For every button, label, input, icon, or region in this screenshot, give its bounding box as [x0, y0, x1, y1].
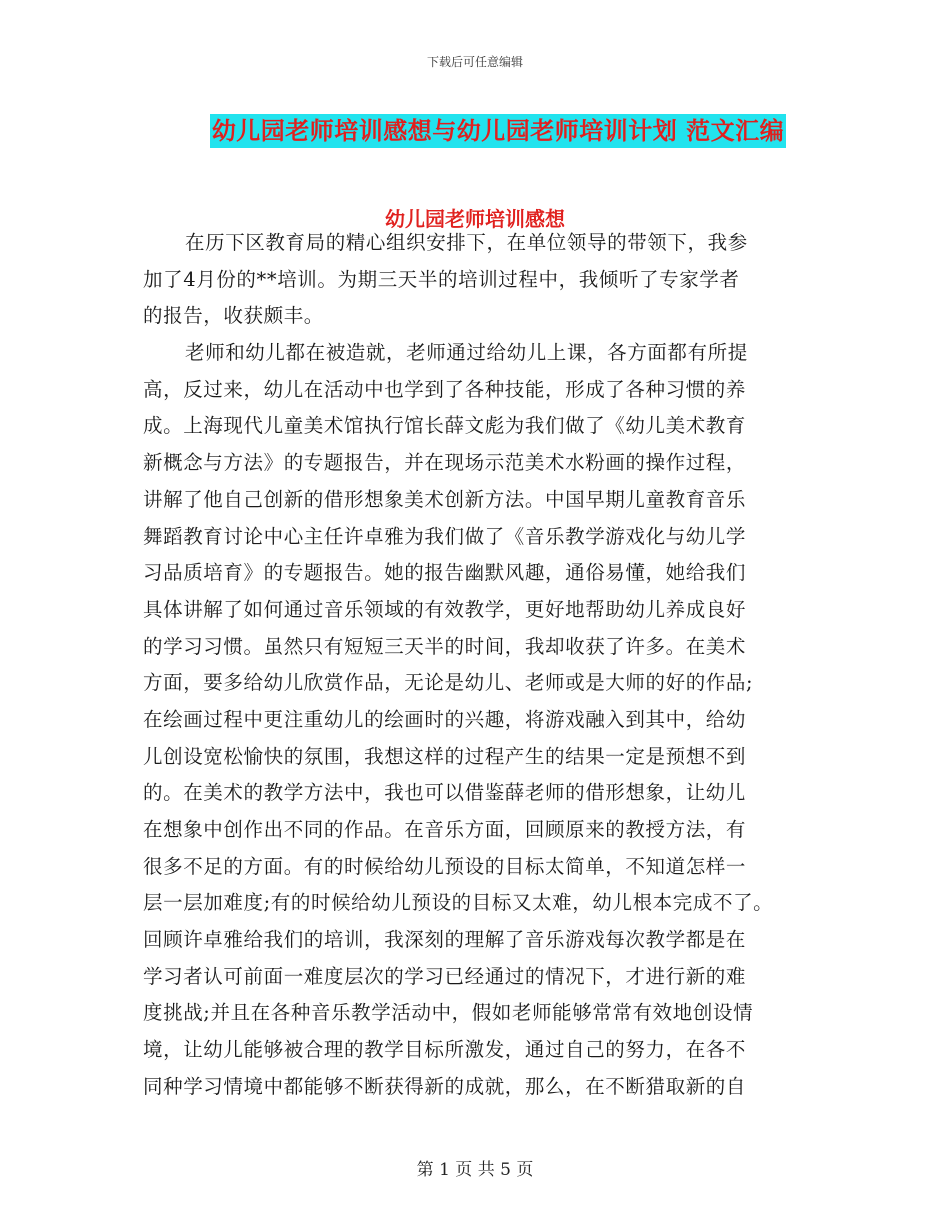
paragraph-line: 的。在美术的教学方法中，我也可以借鉴薛老师的借形想象，让幼儿 — [143, 781, 747, 805]
paragraph-line: 具体讲解了如何通过音乐领域的有效教学，更好地帮助幼儿养成良好 — [143, 597, 747, 621]
paragraph-line: 成。上海现代儿童美术馆执行馆长薛文彪为我们做了《幼儿美术教育 — [143, 414, 747, 438]
document-title: 幼儿园老师培训感想与幼儿园老师培训计划 范文汇编 — [210, 114, 786, 148]
page-number-footer: 第 1 页 共 5 页 — [416, 1160, 534, 1180]
paragraph-line: 在历下区教育局的精心组织安排下，在单位领导的带领下，我参 — [185, 231, 748, 254]
doc-title-wrapper — [0, 114, 950, 148]
paragraph-line: 儿创设宽松愉快的氛围，我想这样的过程产生的结果一定是预想不到 — [143, 744, 747, 768]
paragraph-line: 的学习习惯。虽然只有短短三天半的时间，我却收获了许多。在美术 — [143, 634, 747, 658]
paragraph-line: 同种学习情境中都能够不断获得新的成就，那么，在不断猎取新的自 — [143, 1074, 747, 1098]
paragraph-line: 在绘画过程中更注重幼儿的绘画时的兴趣，将游戏融入到其中，给幼 — [143, 707, 747, 731]
body-text — [143, 225, 823, 1106]
section-title: 幼儿园老师培训感想 — [385, 207, 565, 231]
paragraph-line: 的报告，收获颇丰。 — [143, 304, 324, 328]
paragraph-line: 层一层加难度;有的时候给幼儿预设的目标又太难，幼儿根本完成不了。 — [143, 891, 774, 915]
paragraph-line: 学习者认可前面一难度层次的学习已经通过的情况下，才进行新的难 — [143, 964, 747, 988]
header-note: 下载后可任意编辑 — [426, 55, 523, 69]
paragraph-line: 度挑战;并且在各种音乐教学活动中，假如老师能够常常有效地创设情 — [143, 1001, 754, 1025]
paragraph-line: 回顾许卓雅给我们的培训，我深刻的理解了音乐游戏每次教学都是在 — [143, 928, 747, 952]
paragraph-line: 舞蹈教育讨论中心主任许卓雅为我们做了《音乐教学游戏化与幼儿学 — [143, 524, 747, 548]
paragraph-line: 境，让幼儿能够被合理的教学目标所激发，通过自己的努力，在各不 — [143, 1038, 747, 1062]
paragraph-line: 高，反过来，幼儿在活动中也学到了各种技能，形成了各种习惯的养 — [143, 377, 747, 401]
paragraph-line: 很多不足的方面。有的时候给幼儿预设的目标太简单，不知道怎样一 — [143, 854, 747, 878]
paragraph-line: 加了4月份的**培训。为期三天半的培训过程中，我倾听了专家学者 — [143, 267, 740, 291]
paragraph-line: 讲解了他自己创新的借形想象美术创新方法。中国早期儿童教育音乐 — [143, 487, 747, 511]
paragraph-line: 习品质培育》的专题报告。她的报告幽默风趣，通俗易懂，她给我们 — [143, 561, 747, 585]
paragraph-line: 在想象中创作出不同的作品。在音乐方面，回顾原来的教授方法，有 — [143, 818, 747, 841]
paragraph-line: 老师和幼儿都在被造就，老师通过给幼儿上课，各方面都有所提 — [185, 341, 748, 365]
paragraph-line: 方面，要多给幼儿欣赏作品，无论是幼儿、老师或是大师的好的作品; — [143, 671, 754, 695]
paragraph-line: 新概念与方法》的专题报告，并在现场示范美术水粉画的操作过程， — [143, 451, 747, 475]
